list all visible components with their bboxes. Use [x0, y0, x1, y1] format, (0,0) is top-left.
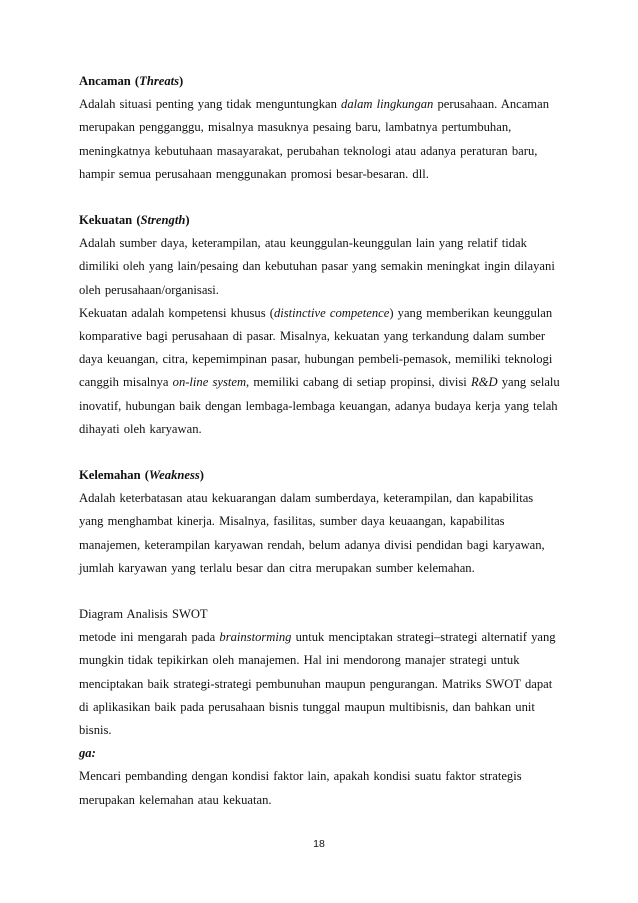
- text-line: [79, 789, 557, 812]
- text-run: inovatif, hubungan baik dengan lembaga-lembaga keuangan, adanya budaya kerja yang telah: [79, 398, 558, 413]
- text-line: [79, 325, 557, 348]
- text-run: merupakan pengganggu, misalnya masuknya pesaing baru, lambatnya pertumbuhan,: [79, 120, 512, 135]
- text-run: yang selalu: [497, 375, 560, 390]
- paragraph-spacer: [79, 441, 557, 464]
- text-line: [79, 673, 557, 696]
- text-run: hampir semua perusahaan menggunakan promosi besar-besaran. dll.: [79, 166, 429, 181]
- text-line: [79, 649, 557, 672]
- text-line: [79, 487, 557, 510]
- section-heading: [79, 603, 557, 626]
- text-line: [79, 719, 557, 742]
- text-line: [79, 140, 557, 163]
- section-heading: [79, 209, 557, 232]
- text-line: [79, 163, 557, 186]
- text-run: Adalah sumber daya, keterampilan, atau keunggulan-keunggulan lain yang relatif tidak: [79, 236, 527, 251]
- text-line: [79, 232, 557, 255]
- page-number: 18: [313, 838, 325, 850]
- text-run: menciptakan baik strategi-strategi pembunuhan maupun pengurangan. Matriks SWOT dapat: [79, 676, 553, 691]
- text-run: Adalah keterbatasan atau kekuarangan dalam sumberdaya, keterampilan, dan kapabilitas: [79, 491, 534, 506]
- text-run: ) yang memberikan keunggulan: [389, 305, 553, 320]
- text-run: untuk menciptakan strategi–strategi alternatif yang: [291, 630, 556, 645]
- text-run: Threats: [139, 74, 180, 88]
- text-run: Diagram Analisis SWOT: [79, 607, 208, 622]
- text-run: dihayati oleh karyawan.: [79, 421, 202, 436]
- text-line: [79, 348, 557, 371]
- text-line: [79, 418, 557, 441]
- text-run: daya keuangan, citra, kepemimpinan pasar, hubungan pembeli-pemasok, memiliki teknologi: [79, 352, 553, 367]
- text-line: [79, 116, 557, 139]
- text-run: distinctive competence: [273, 305, 390, 320]
- text-line: [79, 626, 557, 649]
- text-run: jumlah karyawan yang terlalu besar dan citra merupakan sumber kelemahan.: [79, 560, 475, 575]
- section-heading: [79, 70, 557, 93]
- text-run: Weakness: [148, 468, 200, 483]
- text-line: [79, 696, 557, 719]
- paragraph-spacer: [79, 186, 557, 209]
- text-run: ga:: [79, 746, 96, 761]
- text-run: komparative bagi perusahaan di pasar. Misalnya, kekuatan yang terkandung dalam sumber: [79, 329, 546, 344]
- text-run: perusahaan. Ancaman: [433, 97, 549, 112]
- text-run: metode ini mengarah pada: [79, 630, 220, 645]
- text-line: [79, 302, 557, 325]
- text-run: bisnis.: [79, 723, 112, 738]
- text-run: , memiliki cabang di setiap propinsi, divisi: [246, 375, 471, 390]
- paragraph-spacer: [79, 580, 557, 603]
- text-run: manajemen, keterampilan karyawan rendah, belum adanya divisi pendidan bagi karyawan,: [79, 537, 545, 552]
- text-run: ): [185, 213, 190, 228]
- text-run: di aplikasikan baik pada perusahaan bisnis tunggal maupun multibisnis, dan bahkan unit: [79, 699, 535, 714]
- section-heading: [79, 464, 557, 487]
- text-run: Adalah situasi penting yang tidak menguntungkan: [79, 97, 342, 112]
- text-line: [79, 371, 560, 394]
- text-line: [79, 510, 557, 533]
- text-line: [79, 534, 557, 557]
- text-line: [79, 279, 557, 302]
- text-run: Ancaman (: [79, 74, 140, 88]
- text-run: dalam lingkungan: [341, 97, 434, 112]
- text-run: ): [199, 468, 204, 483]
- text-run: merupakan kelemahan atau kekuatan.: [79, 792, 272, 807]
- text-run: yang menghambat kinerja. Misalnya, fasilitas, sumber daya keuaangan, kapabilitas: [79, 514, 505, 529]
- text-line: [79, 742, 557, 765]
- text-run: on-line system: [172, 375, 247, 390]
- text-line: [79, 255, 557, 278]
- page-body: [79, 70, 560, 812]
- text-line: [79, 395, 557, 418]
- text-run: mungkin tidak tepikirkan oleh manajemen. Hal ini mendorong manajer strategi untuk: [79, 653, 520, 668]
- text-run: meningkatnya kebutuhaan masayarakat, perubahan teknologi atau adanya peraturan baru,: [79, 143, 538, 158]
- text-line: [79, 765, 557, 788]
- text-run: Strength: [140, 213, 186, 228]
- text-run: dimiliki oleh yang lain/pesaing dan kebutuhan pasar yang semakin meningkat ingin dilayani: [79, 259, 555, 274]
- text-run: Kekuatan adalah kompetensi khusus (: [79, 305, 274, 320]
- text-run: canggih misalnya: [79, 375, 173, 390]
- text-run: R&D: [470, 375, 498, 390]
- text-run: Kelemahan (: [79, 468, 149, 483]
- text-run: ): [179, 74, 184, 88]
- text-run: Mencari pembanding dengan kondisi faktor lain, apakah kondisi suatu faktor strategis: [79, 769, 522, 784]
- text-run: Kekuatan (: [79, 213, 141, 228]
- text-run: oleh perusahaan/organisasi.: [79, 282, 219, 297]
- text-line: [79, 93, 557, 116]
- text-line: [79, 557, 557, 580]
- text-run: brainstorming: [219, 630, 292, 645]
